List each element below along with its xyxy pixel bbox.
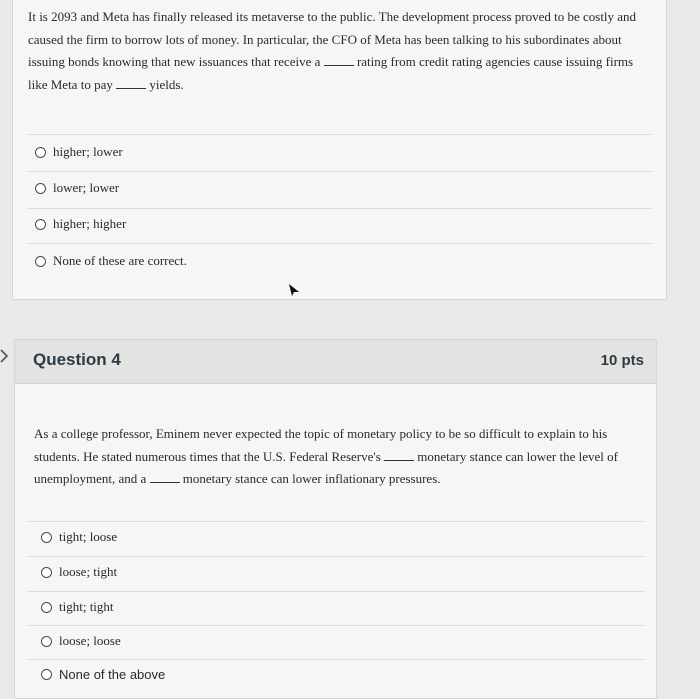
question-title: Question 4 bbox=[33, 350, 121, 369]
question-4-text-part-1: As a college professor, Eminem never expected the topic of monetary policy to be so difficult to explain to his students. He stated numerous times that the U.S. Federal Reserve's bbox=[34, 426, 608, 464]
radio-button[interactable] bbox=[41, 636, 52, 647]
radio-button[interactable] bbox=[41, 567, 52, 578]
divider bbox=[27, 243, 652, 244]
radio-button[interactable] bbox=[41, 602, 52, 613]
answer-option-label: lower; lower bbox=[53, 180, 120, 195]
question-4-text bbox=[34, 423, 646, 491]
radio-button[interactable] bbox=[41, 669, 52, 680]
question-4-card bbox=[14, 339, 657, 699]
answer-option[interactable] bbox=[35, 216, 126, 232]
radio-button[interactable] bbox=[35, 219, 46, 230]
question-3-card bbox=[12, 0, 667, 300]
answer-option-label: loose; tight bbox=[59, 564, 118, 579]
answer-option[interactable] bbox=[41, 529, 117, 545]
answer-option[interactable] bbox=[35, 144, 123, 160]
question-points: 10 pts bbox=[600, 352, 644, 369]
answer-option-label: None of the above bbox=[59, 667, 166, 682]
answer-option[interactable] bbox=[41, 667, 165, 682]
question-3-text-part-3: yields. bbox=[149, 76, 184, 92]
question-4-text-part-2: monetary stance can lower the level of unemployment, and a bbox=[34, 448, 618, 486]
divider bbox=[27, 208, 652, 209]
divider bbox=[27, 591, 645, 592]
answer-option-label: None of these are correct. bbox=[53, 253, 187, 268]
divider bbox=[27, 659, 645, 660]
blank-1 bbox=[384, 448, 414, 461]
answer-option[interactable] bbox=[41, 633, 121, 649]
blank-2 bbox=[150, 470, 180, 483]
answer-option[interactable] bbox=[41, 564, 117, 580]
chevron-right-icon[interactable] bbox=[0, 349, 9, 363]
question-4-text-part-3: monetary stance can lower inflationary pressures. bbox=[182, 471, 441, 486]
question-3-text bbox=[28, 6, 638, 96]
mouse-cursor-icon bbox=[287, 283, 301, 297]
answer-option-label: loose; loose bbox=[59, 633, 121, 648]
answer-option-label: tight; tight bbox=[59, 599, 114, 614]
answer-option-label: higher; lower bbox=[53, 144, 123, 159]
divider bbox=[27, 556, 645, 557]
blank-2 bbox=[116, 76, 146, 89]
question-4-header bbox=[15, 340, 656, 384]
divider bbox=[27, 521, 645, 522]
radio-button[interactable] bbox=[35, 256, 46, 267]
question-3-text-part-1: It is 2093 and Meta has finally released its metaverse to the public. The development process proved to be costly and caused the firm to borrow lots of money. In particular, the CFO of Meta has been talking to his subordinates about issuing bonds knowing that new issuances that receive a bbox=[28, 9, 637, 69]
answer-option[interactable] bbox=[41, 599, 114, 615]
divider bbox=[27, 625, 645, 626]
radio-button[interactable] bbox=[35, 183, 46, 194]
blank-1 bbox=[324, 53, 354, 66]
radio-button[interactable] bbox=[35, 147, 46, 158]
answer-option-label: higher; higher bbox=[53, 216, 127, 231]
answer-option[interactable] bbox=[35, 253, 187, 269]
question-3-text-part-2: rating from credit rating agencies cause issuing firms like Meta to pay bbox=[28, 54, 634, 92]
answer-option-label: tight; loose bbox=[59, 529, 118, 544]
divider bbox=[27, 171, 652, 172]
answer-option[interactable] bbox=[35, 180, 119, 196]
radio-button[interactable] bbox=[41, 532, 52, 543]
divider bbox=[27, 134, 652, 135]
